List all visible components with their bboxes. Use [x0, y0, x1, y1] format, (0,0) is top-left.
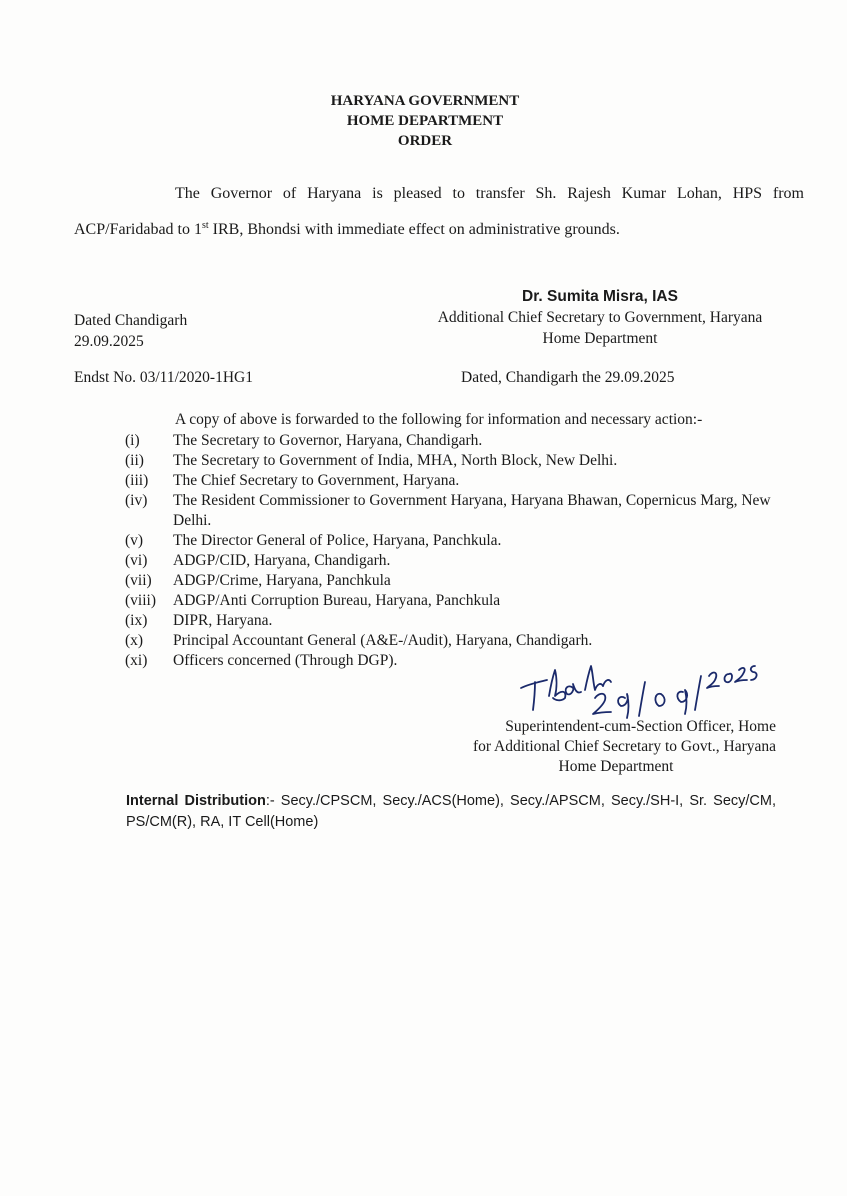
internal-distribution — [126, 791, 776, 833]
dated-date: 29.09.2025 — [74, 333, 144, 350]
officer-block — [420, 717, 776, 777]
endorsement-number: Endst No. 03/11/2020-1HG1 — [74, 369, 253, 386]
list-item: (viii) ADGP/Anti Corruption Bureau, Haryana, Panchkula — [125, 592, 501, 609]
distribution-list — [74, 431, 784, 671]
internal-distribution-text: :- Secy./CPSCM, Secy./ACS(Home), Secy./APSCM, Secy./SH-I, Sr. Secy/CM, PS/CM(R), RA, IT Cell(Home) — [126, 793, 776, 830]
dated-block — [74, 310, 187, 352]
list-item: (iv) The Resident Commissioner to Government Haryana, Haryana Bhawan, Copernicus Marg, New Delhi. — [125, 492, 771, 529]
forward-intro: A copy of above is forwarded to the following for information and necessary action:- — [175, 411, 703, 428]
list-item: (vii) ADGP/Crime, Haryana, Panchkula — [125, 572, 391, 589]
header-order-title: ORDER — [397, 133, 453, 149]
list-item: (ii) The Secretary to Government of India, MHA, North Block, New Delhi. — [125, 452, 618, 469]
list-item: (iii) The Chief Secretary to Government, Haryana. — [125, 472, 460, 489]
officer-line-1: Superintendent-cum-Section Officer, Home — [505, 718, 776, 735]
document-header — [0, 91, 847, 151]
order-line-1: The Governor of Haryana is pleased to transfer Sh. Rajesh Kumar Lohan, HPS from — [175, 185, 804, 202]
order-line-2: ACP/Faridabad to 1st IRB, Bhondsi with immediate effect on administrative grounds. — [74, 220, 620, 238]
officer-line-3: Home Department — [558, 758, 674, 775]
list-item: (xi) Officers concerned (Through DGP). — [125, 652, 398, 669]
handwritten-signature — [515, 640, 765, 720]
officer-line-2: for Additional Chief Secretary to Govt., Haryana — [472, 738, 776, 755]
header-department: HOME DEPARTMENT — [346, 113, 504, 129]
signatory-designation: Additional Chief Secretary to Government, Haryana — [437, 309, 763, 326]
signatory-name: Dr. Sumita Misra, IAS — [522, 288, 678, 305]
list-item: (v) The Director General of Police, Haryana, Panchkula. — [125, 532, 502, 549]
endorsement-dated: Dated, Chandigarh the 29.09.2025 — [461, 369, 675, 386]
header-government: HARYANA GOVERNMENT — [330, 93, 520, 109]
internal-distribution-label: Internal Distribution — [126, 793, 266, 809]
signatory-block — [410, 286, 790, 349]
list-item: (i) The Secretary to Governor, Haryana, Chandigarh. — [125, 432, 483, 449]
dated-place: Dated Chandigarh — [74, 312, 188, 329]
list-item: (vi) ADGP/CID, Haryana, Chandigarh. — [125, 552, 391, 569]
list-item: (x) Principal Accountant General (A&E-/Audit), Haryana, Chandigarh. — [125, 632, 593, 649]
list-item: (ix) DIPR, Haryana. — [125, 612, 273, 629]
signatory-department: Home Department — [542, 330, 658, 347]
order-paragraph — [74, 178, 804, 246]
